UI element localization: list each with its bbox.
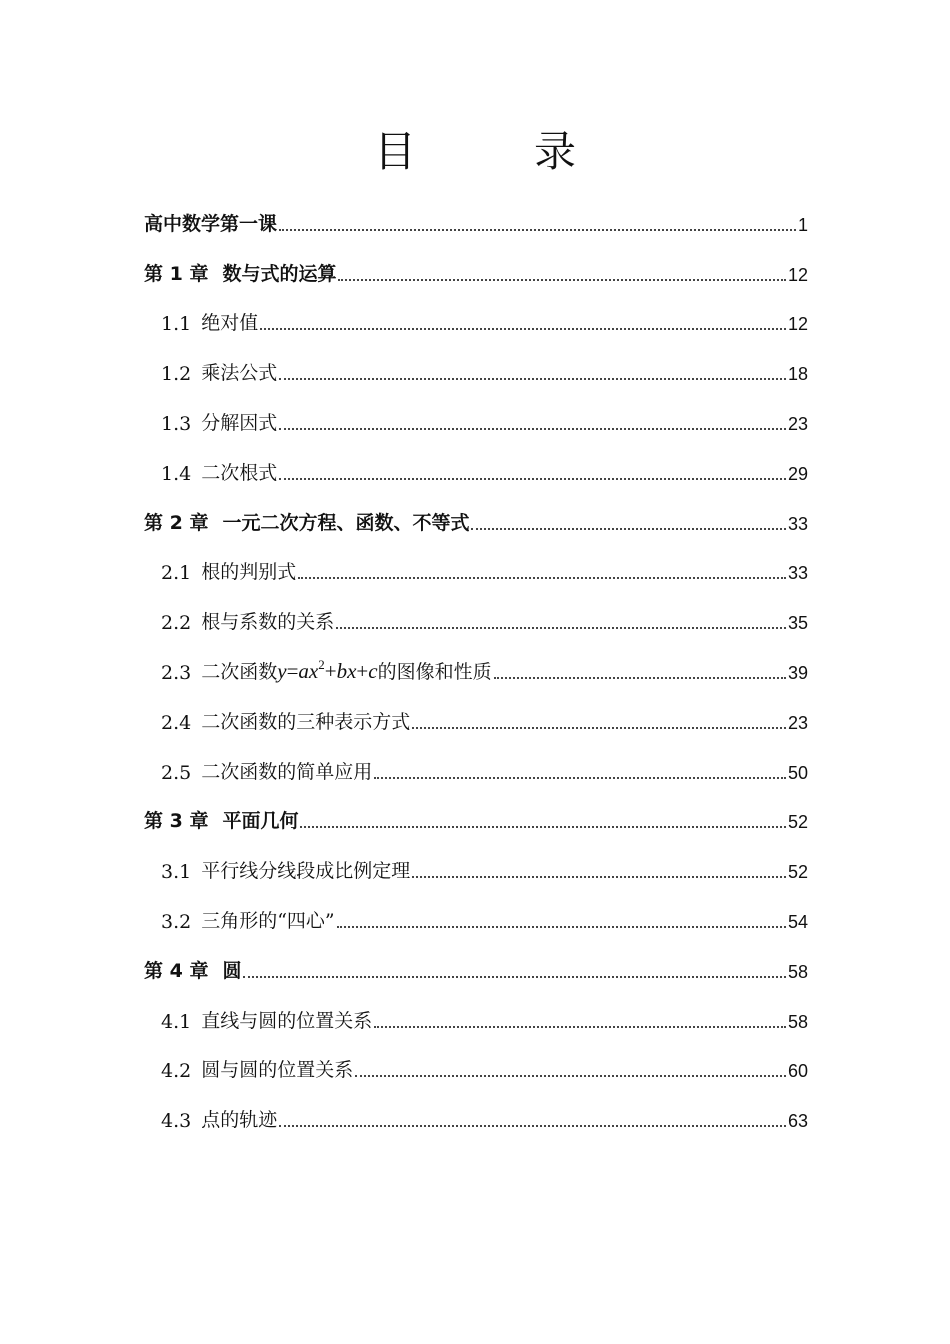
toc-entry-chapter-4[interactable] xyxy=(144,945,808,995)
toc-page-number: 35 xyxy=(787,613,808,634)
toc-entry-label: 根与系数的关系 xyxy=(201,611,335,634)
formula-equals: = xyxy=(286,658,299,683)
toc-entry-intro[interactable] xyxy=(144,198,808,248)
toc-page-number: 23 xyxy=(787,413,808,434)
label-prefix: 二次函数 xyxy=(201,660,278,683)
toc-page-number: 12 xyxy=(787,264,808,285)
dot-leader xyxy=(412,876,786,878)
toc-entry-number: 2.2 xyxy=(161,612,192,635)
toc-entry-section-1-2[interactable] xyxy=(144,347,808,397)
dot-leader xyxy=(279,378,786,380)
toc-entry-label: 乘法公式 xyxy=(201,362,278,385)
quadratic-formula xyxy=(277,656,378,683)
toc-entry-section-1-4[interactable] xyxy=(144,447,808,497)
toc-entry-number: 1.2 xyxy=(161,363,192,386)
toc-entry-number: 2.1 xyxy=(161,562,192,585)
toc-entry-label: 点的轨迹 xyxy=(201,1109,278,1132)
toc-page-number: 33 xyxy=(787,563,808,584)
dot-leader xyxy=(355,1075,786,1077)
toc-entry-number: 2.3 xyxy=(161,661,192,684)
dot-leader xyxy=(279,1125,786,1127)
toc-page-number: 39 xyxy=(787,662,808,683)
toc-entry-number: 4.2 xyxy=(161,1060,192,1083)
dot-leader xyxy=(412,727,786,729)
dot-leader xyxy=(279,229,796,231)
formula-plus: + xyxy=(356,658,369,683)
toc-entry-label: 圆与圆的位置关系 xyxy=(201,1059,354,1082)
formula-x: x xyxy=(347,658,357,683)
toc-entry-label: 平面几何 xyxy=(222,810,299,833)
dot-leader xyxy=(243,976,786,978)
dot-leader xyxy=(298,577,786,579)
toc-entry-number: 1.3 xyxy=(161,412,192,435)
toc-entry-label: 直线与圆的位置关系 xyxy=(201,1009,373,1032)
toc-page-number: 1 xyxy=(797,214,808,235)
toc-page-number: 50 xyxy=(787,762,808,783)
formula-plus: + xyxy=(324,658,337,683)
dot-leader xyxy=(279,478,786,480)
toc-page-number: 52 xyxy=(787,812,808,833)
toc-entry-number: 4.3 xyxy=(161,1110,192,1133)
dot-leader xyxy=(260,328,786,330)
toc-page-number: 60 xyxy=(787,1061,808,1082)
toc-page-number: 12 xyxy=(787,314,808,335)
toc-entry-section-2-2[interactable] xyxy=(144,596,808,646)
toc-entry-number: 2.4 xyxy=(161,711,192,734)
toc-entry-number: 4.1 xyxy=(161,1010,192,1033)
dot-leader xyxy=(494,677,786,679)
toc-entry-label: 平行线分线段成比例定理 xyxy=(201,860,411,883)
toc-page-number: 23 xyxy=(787,712,808,733)
formula-b: b xyxy=(336,658,348,683)
formula-y: y xyxy=(277,658,287,683)
toc-entry-label: 三角形的“四心” xyxy=(201,909,335,932)
formula-a: a xyxy=(298,658,309,683)
dot-leader xyxy=(337,926,786,928)
toc-entry-chapter-1[interactable] xyxy=(144,248,808,298)
dot-leader xyxy=(300,826,786,828)
toc-entry-section-4-3[interactable] xyxy=(144,1094,808,1144)
formula-x: x xyxy=(308,658,319,683)
toc-page-number: 29 xyxy=(787,463,808,484)
toc-entry-label: 根的判别式 xyxy=(201,561,297,584)
toc-entry-section-2-4[interactable] xyxy=(144,696,808,746)
toc-entry-section-1-3[interactable] xyxy=(144,397,808,447)
toc-entry-label: 数与式的运算 xyxy=(222,262,337,285)
toc-entry-label: 二次根式 xyxy=(201,461,278,484)
toc-entry-section-2-3[interactable] xyxy=(144,646,808,696)
toc-entry-label: 二次函数的三种表示方式 xyxy=(201,710,411,733)
toc-entry-section-2-5[interactable] xyxy=(144,746,808,796)
dot-leader xyxy=(471,528,786,530)
table-of-contents xyxy=(144,198,808,1144)
page-title: 目 录 xyxy=(373,127,614,176)
toc-entry-number: 1.4 xyxy=(161,462,192,485)
toc-page-number: 52 xyxy=(787,862,808,883)
toc-entry-number: 1.1 xyxy=(161,313,192,336)
toc-page-number: 58 xyxy=(787,1011,808,1032)
toc-entry-chapter-2[interactable] xyxy=(144,497,808,547)
toc-entry-section-3-2[interactable] xyxy=(144,895,808,945)
toc-entry-number: 第 1 章 xyxy=(144,262,209,285)
dot-leader xyxy=(374,1026,786,1028)
formula-c: c xyxy=(368,658,378,683)
toc-page-number: 54 xyxy=(787,911,808,932)
toc-page-number: 58 xyxy=(787,961,808,982)
toc-entry-number: 第 3 章 xyxy=(144,810,209,833)
dot-leader xyxy=(336,627,786,629)
dot-leader xyxy=(279,428,786,430)
toc-entry-chapter-3[interactable] xyxy=(144,796,808,846)
label-suffix: 的图像和性质 xyxy=(377,660,492,683)
dot-leader xyxy=(374,777,786,779)
toc-entry-label: 绝对值 xyxy=(201,312,259,335)
formula-exponent: 2 xyxy=(318,656,325,672)
toc-entry-label: 圆 xyxy=(222,959,242,982)
dot-leader xyxy=(338,279,786,281)
toc-entry-number: 第 4 章 xyxy=(144,959,209,982)
toc-entry-label xyxy=(201,657,491,684)
toc-page-number: 18 xyxy=(787,364,808,385)
toc-entry-label: 高中数学第一课 xyxy=(144,212,278,235)
toc-entry-section-4-1[interactable] xyxy=(144,995,808,1045)
toc-entry-section-1-1[interactable] xyxy=(144,298,808,348)
toc-entry-section-3-1[interactable] xyxy=(144,845,808,895)
toc-entry-label: 一元二次方程、函数、不等式 xyxy=(222,511,470,534)
toc-entry-label: 二次函数的简单应用 xyxy=(201,760,373,783)
toc-entry-section-4-2[interactable] xyxy=(144,1045,808,1095)
toc-page-number: 33 xyxy=(787,513,808,534)
toc-entry-label: 分解因式 xyxy=(201,411,278,434)
toc-entry-number: 2.5 xyxy=(161,761,192,784)
toc-page-number: 63 xyxy=(787,1111,808,1132)
toc-entry-section-2-1[interactable] xyxy=(144,547,808,597)
toc-entry-number: 3.2 xyxy=(161,910,192,933)
toc-entry-number: 3.1 xyxy=(161,861,192,884)
toc-entry-number: 第 2 章 xyxy=(144,511,209,534)
